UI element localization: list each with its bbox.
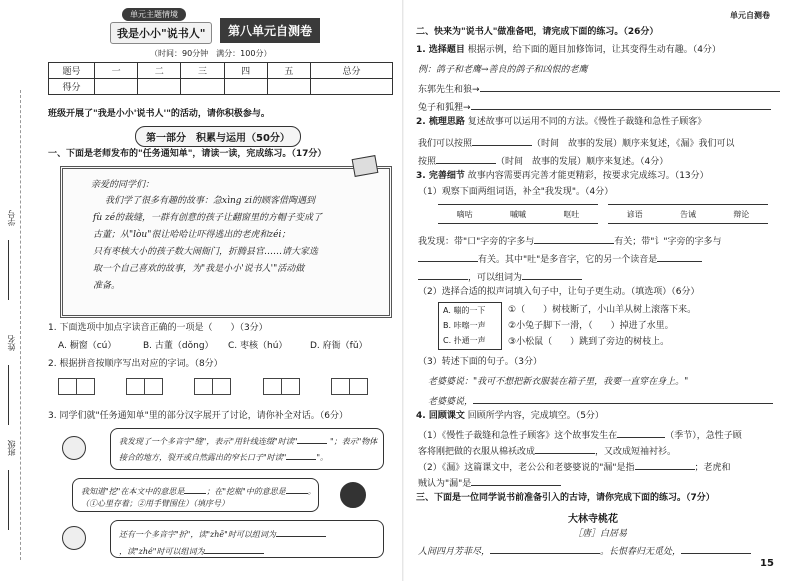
score-header-cell: 总分 [310,63,392,79]
q1-heading: 一、下面是老师发布的"任务通知单"，请读一读，完成练习。（17分） [48,149,327,159]
score-input[interactable] [138,79,181,95]
grid-cell[interactable] [144,378,163,395]
answer-blank[interactable] [471,474,561,486]
binding-strip [0,0,38,581]
book-icon [352,155,379,177]
word-box-group-b [608,204,768,224]
bubble1-text-a: 我发现了一个多音字"缝"，表示"用针线连缀"时读" [119,437,298,446]
time-info: （时间：90分钟 满分：100分） [150,49,272,58]
sub1-question: 1. 下面选项中加点字读音正确的一项是（ ）（3分） [48,323,268,333]
dialogue-bubble-1 [110,428,384,470]
s2-text: 复述故事可以运用不同的方法。《慢性子裁缝和急性子顾客》 [467,117,707,127]
s4-title: 4. 回顾课文 [416,411,465,421]
score-input[interactable] [95,79,138,95]
answer-blank[interactable] [204,542,264,554]
s4-q2-row1 [418,458,793,474]
s2-line [416,116,791,128]
score-header-cell: 五 [267,63,310,79]
name-label: 姓名 [7,335,16,351]
answer-blank[interactable] [286,482,308,494]
s4-q1-c: 客将刚把做的衣服从棉袄改成 [418,447,536,457]
onomatopoeia-options-box [438,302,502,350]
sub2-question: 2. 根据拼音按顺序写出对应的字词。（8分） [48,359,223,369]
grid-cell[interactable] [331,378,350,395]
s3-find-1 [418,232,793,248]
corner-label: 单元自测卷 [730,11,770,20]
answer-blank[interactable] [681,542,751,554]
s4-q1-d: ，又改成短袖衬衫。 [595,447,677,457]
answer-blank[interactable] [657,250,702,262]
score-row-label: 得分 [49,79,95,95]
s4-q2-c: 贼认为"漏"是 [418,479,472,489]
s3-answer-prefix: 老婆婆说， [428,397,474,407]
grid-cell[interactable] [281,378,300,395]
word-a1: 嘀咕 [456,209,473,219]
s1-item-1 [418,80,788,96]
writing-grid [58,378,398,398]
answer-blank[interactable] [436,152,496,164]
poem-line-row [418,542,793,558]
notice-line: 准备。 [93,281,121,291]
s3-quote: 老婆婆说："我可不想把新衣服装在箱子里，我要一直穿在身上。" [428,377,689,387]
s1-item-2-label: 兔子和狐狸→ [418,103,471,113]
page-number: 15 [760,558,774,569]
notice-line: 取一个自己喜欢的故事，为"我是小小'说书人'"活动做 [93,264,305,274]
score-table [48,62,393,95]
s4-q2-b: ；老虎和 [694,463,731,473]
s2-title: 2. 梳理思路 [416,117,465,127]
answer-blank[interactable] [418,250,478,262]
answer-blank[interactable] [471,98,771,110]
s3-find1-a: 我发现：带"口"字旁的字多与 [418,237,535,247]
answer-blank[interactable] [472,134,532,146]
s1-line [416,44,791,56]
s3-q2: （2）选择合适的拟声词填入句子中，让句子更生动。（填选项）（6分） [418,287,700,297]
answer-blank[interactable] [490,542,600,554]
word-b2: 告诫 [679,209,696,219]
bubble2-text-c: 。（①心里存着；②用手臂围住）（填序号） [81,487,316,508]
answer-blank[interactable] [617,426,665,438]
notice-line: 古董；从"lòu"很让哈哈让吓得逃出的老虎和zéi； [93,230,291,240]
s3-text: 故事内容需要再完善才能更精彩，按要求完成练习。（13分） [467,171,709,181]
s3-sentence-2: ②小兔子脚下一滑，（ ）掉进了水里。 [508,321,674,331]
sub1-option-c[interactable]: C. 枣核（hú） [228,341,288,351]
dialogue-bubble-3 [110,520,384,558]
sub1-option-b[interactable]: B. 古董（dǒng） [143,341,214,351]
s2-row1 [418,134,793,150]
score-header-cell: 二 [138,63,181,79]
s3-q3: （3）转述下面的句子。（3分） [418,357,542,367]
s3-title: 3. 完善细节 [416,171,465,181]
s1-item-2 [418,98,788,114]
boy-avatar [62,526,86,550]
s2-row2 [418,152,793,168]
intro-text: 班级开展了"我是小小'说书人'"的活动，请你积极参与。 [48,109,270,119]
s2-row1-b: （时间 故事的发展）顺序来复述，《漏》我们可以 [532,139,735,149]
s4-q1-row2 [418,442,793,458]
s3-find3-a: ，可以组词为 [468,273,523,283]
answer-blank[interactable] [286,448,316,460]
student-id-label: 学号 [7,210,16,226]
onomatopoeia-option-c: C. 扑通一声 [443,336,486,345]
score-input[interactable] [267,79,310,95]
answer-blank[interactable] [535,442,595,454]
class-label: 班级 [7,440,16,456]
left-page [40,0,400,581]
s4-line [416,410,791,422]
sub3-question: 3. 同学们就"任务通知单"里的部分汉字展开了讨论，请你补全对话。（6分） [48,411,348,421]
girl-avatar-1 [62,436,86,460]
unit-badge: 单元主题情境 [122,8,186,21]
grid-cell[interactable] [349,378,368,395]
s2-row2-b: （时间 故事的发展）顺序来复述。（4分） [496,157,669,167]
poem-title: 大林寺桃花 [568,514,618,525]
grid-cell[interactable] [194,378,213,395]
s3-find-3 [418,268,793,284]
score-input[interactable] [181,79,224,95]
answer-blank[interactable] [276,525,326,537]
score-header-cell: 四 [224,63,267,79]
word-a2: 嘁嘁 [509,209,526,219]
s1-example: 例：鸽子和老鹰→善良的鸽子和凶恨的老鹰 [418,65,588,75]
word-b3: 辩论 [733,209,750,219]
answer-blank[interactable] [522,268,582,280]
s1-text: 根据示例，给下面的题目加修饰词，让其变得生动有趣。（4分） [467,45,721,55]
unit-theme: 我是小小"说书人" [110,22,212,44]
part1-title: 第一部分 积累与运用（50分） [135,126,301,147]
word-a3: 呕吐 [563,209,580,219]
s2-row1-a: 我们可以按照 [418,139,473,149]
answer-blank[interactable] [184,482,206,494]
answer-blank[interactable] [297,432,327,444]
onomatopoeia-option-b: B. 咔嚓一声 [443,321,486,330]
grid-cell[interactable] [76,378,95,395]
score-header-cell: 题号 [49,63,95,79]
s3-find2-a: 有关。其中"吐"是多音字，它的另一个读音是 [478,255,658,265]
poem-line-2: 。长恨春归无觅处， [600,547,682,557]
bubble1-text-c: "。 [316,453,329,462]
page-fold [402,0,404,581]
notice-line: fù zé的裁缝，一群有创意的孩子让翻窗里的方帽子变成了 [93,213,323,223]
girl-avatar-2 [340,482,366,508]
sub1-option-a[interactable]: A. 橱窗（cú） [58,341,117,351]
word-b1: 谚语 [626,209,643,219]
bubble2-text-b: ；在"挖瓶"中的意思是 [206,487,286,496]
test-title: 第八单元自测卷 [220,18,320,43]
bubble2-text-a: 我知道"挖"在本文中的意思是 [81,487,185,496]
score-input[interactable] [224,79,267,95]
answer-blank[interactable] [418,268,468,280]
s3-sentence-3: ③小松鼠（ ）跳到了旁边的树枝上。 [508,337,670,347]
score-input[interactable] [310,79,392,95]
s4-q2-a: （2）《漏》这篇课文中，老公公和老婆婆说的"漏"是指 [418,463,635,473]
bubble3-text-b: ，读"zhé"时可以组词为 [119,547,205,556]
s4-text: 回顾所学内容，完成填空。（5分） [467,411,604,421]
onomatopoeia-option-a: A. 嘣的一下 [443,306,486,315]
s3-answer-line [428,392,788,408]
s4-q1-b: （季节），急性子顾 [665,431,742,441]
grid-cell[interactable] [126,378,145,395]
part3-heading: 三、下面是一位同学说书前准备引入的古诗，请你完成下面的练习。（7分） [416,493,715,503]
answer-blank[interactable] [635,458,695,470]
sub1-option-d[interactable]: D. 府衙（fǔ） [310,341,368,351]
answer-blank[interactable] [480,80,780,92]
grid-cell[interactable] [58,378,77,395]
part2-heading: 二、快来为"说书人"做准备吧，请完成下面的练习。（26分） [416,27,659,37]
notice-greeting: 亲爱的同学们： [91,180,155,190]
score-header-cell: 一 [95,63,138,79]
grid-cell[interactable] [263,378,282,395]
s1-title: 1. 选择题目 [416,45,465,55]
s3-find-2 [418,250,793,266]
notice-line: 我们学了很多有趣的故事：急xìng zi的顾客借陶遇到 [105,196,315,206]
s1-item-1-label: 东郭先生和狼→ [418,85,480,95]
s2-row2-a: 按照 [418,157,437,167]
s4-q1-row1 [418,426,793,442]
score-header-cell: 三 [181,63,224,79]
word-box-group-a [438,204,598,224]
s3-q1: （1）观察下面两组词语，补全"我发现"。（4分） [418,187,614,197]
task-notice-board [60,166,392,318]
s4-q1-a: （1）《慢性子裁缝和急性子顾客》这个故事发生在 [418,431,618,441]
poem-line-1: 人间四月芳菲尽， [418,547,491,557]
bubble3-text-a: 还有一个多音字"折"，读"zhē"时可以组词为 [119,530,276,539]
s4-q2-row2 [418,474,793,490]
poem-author: ［唐］白居易 [573,529,628,539]
s3-line [416,170,791,182]
answer-blank[interactable] [534,232,614,244]
dialogue-bubble-2 [72,478,319,512]
answer-blank[interactable] [473,392,773,404]
right-page [408,0,796,581]
grid-cell[interactable] [212,378,231,395]
s3-find1-b: 有关；带"讠"字旁的字多与 [614,237,722,247]
s3-sentence-1: ①（ ）树枝断了，小山羊从树上滚落下来。 [508,305,697,315]
notice-line: 只有枣核大小的孩子数大闹衙门，折腾县官……请大家选 [93,247,319,257]
bubble1-text-b: "；表示"物体接合的地方，裂开或自然露出的窄长口子"时读" [119,437,378,462]
